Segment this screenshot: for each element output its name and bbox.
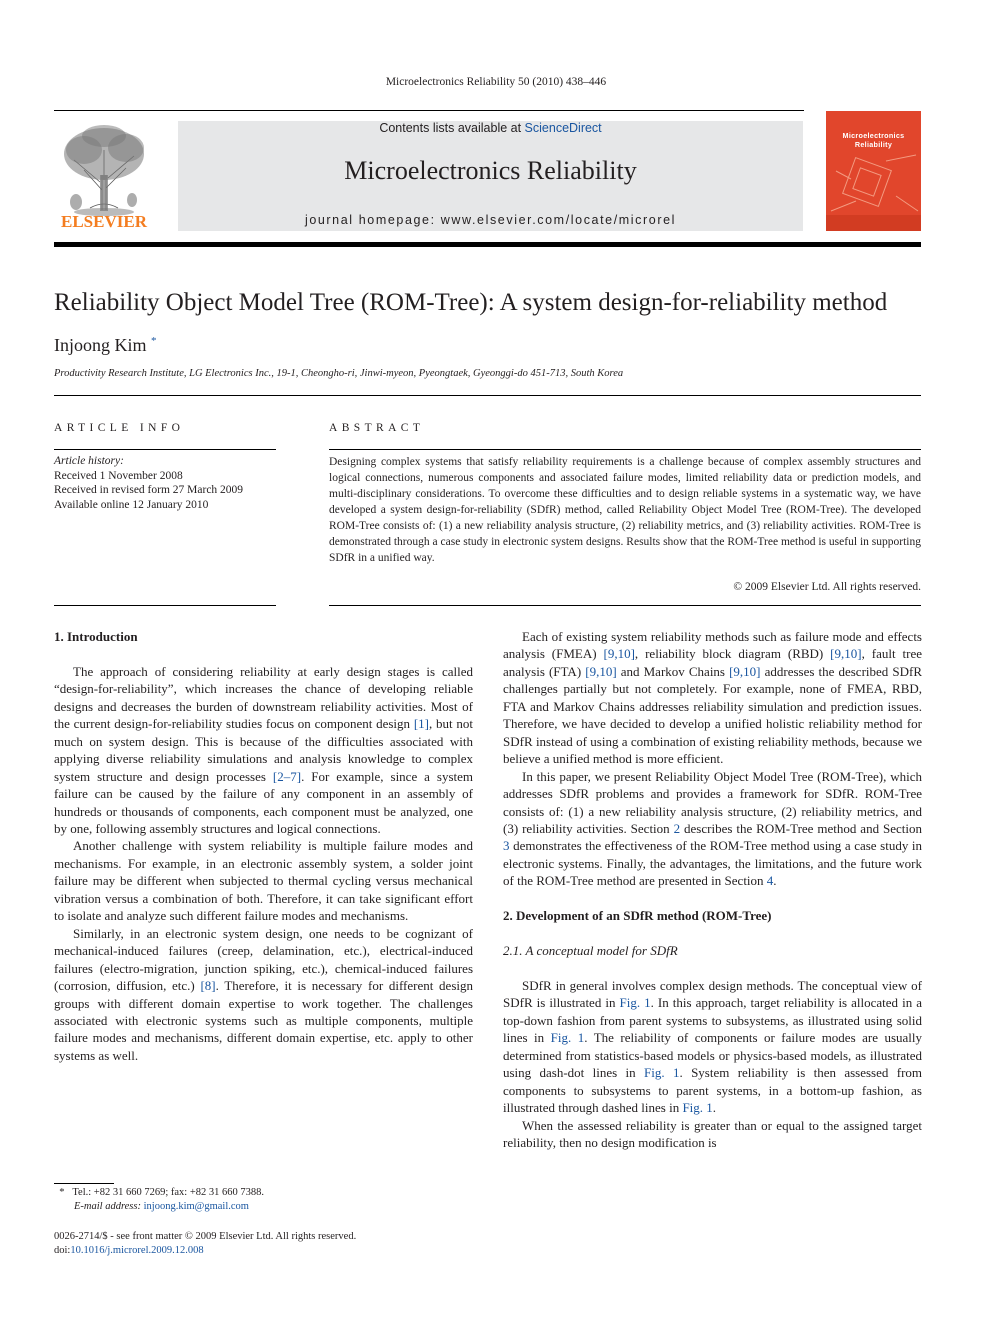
- title-rule: [54, 395, 921, 396]
- front-matter: [54, 1230, 356, 1258]
- reference-link[interactable]: [9,10]: [585, 663, 617, 679]
- issn-line: 0026-2714/$ - see front matter © 2009 Elsevier Ltd. All rights reserved.: [54, 1231, 357, 1242]
- doi-link[interactable]: 10.1016/j.microrel.2009.12.008: [70, 1245, 204, 1256]
- abstract-heading: ABSTRACT: [329, 422, 425, 434]
- article-history: [54, 454, 243, 512]
- paragraph: Each of existing system reliability methods such as failure mode and effects analysis (FMEA) [9,10], reliability block diagram (RBD) [9,10], fault tree analysis (FTA) [9,10] and Markov Chains [9,10] addresses the described SDfR challenges partially but not completely. For example, none of FMEA, RBD, FTA and Markov Chains addresses reliability simulation and prediction issues. Therefore, we have decided to develop a unified holistic reliability method for SDfR instead of using a combination of existing reliability methods, because we believe a unified method is more efficient.: [503, 629, 922, 767]
- reference-link[interactable]: [1]: [413, 716, 429, 732]
- figure-link[interactable]: Fig. 1: [682, 1100, 713, 1116]
- section-link[interactable]: 2: [673, 820, 681, 836]
- author-footnote: [54, 1186, 264, 1214]
- header-rule: [54, 110, 804, 111]
- revised-date: Received in revised form 27 March 2009: [54, 484, 244, 496]
- cover-title: Microelectronics Reliability: [842, 131, 905, 149]
- abstract-bottom-rule: [329, 605, 921, 606]
- author-affiliation: Productivity Research Institute, LG Electronics Inc., 19-1, Cheongho-ri, Jinwi-myeon, Pyeongtaek, Gyeonggi-do 451-713, South Korea: [54, 368, 624, 379]
- figure-link[interactable]: Fig. 1: [550, 1030, 585, 1046]
- article-info-bottom-rule: [54, 605, 276, 606]
- author-name: Injoong Kim *: [54, 335, 157, 355]
- author-footnote-mark[interactable]: *: [151, 335, 157, 347]
- body-left-column: [54, 628, 473, 1064]
- contact-details: Tel.: +82 31 660 7269; fax: +82 31 660 7388.: [72, 1187, 265, 1198]
- reference-link[interactable]: [9,10]: [729, 663, 761, 679]
- section-link[interactable]: 4: [766, 873, 774, 889]
- history-label: Article history:: [54, 455, 124, 467]
- journal-name: Microelectronics Reliability: [344, 156, 637, 185]
- online-date: Available online 12 January 2010: [54, 498, 209, 511]
- paragraph: SDfR in general involves complex design methods. The conceptual view of SDfR is illustrated in Fig. 1. In this approach, target reliability is allocated in a top-down fashion from parent systems to subsystems, as illustrated using solid lines in Fig. 1. The reliability of components or failure modes are usually determined from statistics-based models or physics-based models, as illustrated using dash-dot lines in Fig. 1. System reliability is then assessed from components to subsystems to parent systems, in a bottom-up fashion, as illustrated through dashed lines in Fig. 1.: [503, 978, 923, 1116]
- article-info-rule: [54, 449, 276, 450]
- paragraph: Similarly, in an electronic system design, one needs to be cognizant of mechanical-induced failures (creep, delamination, etc.), electrical-induced failures (electro-migration, junction spiking, etc.), chemical-induced failures (corrosion, diffusion, etc.) [8]. Therefore, it is necessary for different design groups with different domain expertise to work together. The challenges associated with electronic systems such as multiple components, multiple failure modes and mechanisms, different domain expertise, etc. apply to other systems as well.: [54, 925, 473, 1063]
- paragraph: The approach of considering reliability at early design stages is called “design-for-reliability”, which increases the chance of developing reliable designs and decreases the burden of downstream reliability activities. Most of the current design-for-reliability studies focus on component design [1], but not much on system design. This is because of the difficulties associated with applying diverse reliability simulations and analysis knowledge to complex system structure and design processes [2–7]. For example, since a system failure can be caused by the failure of any component in an assembly of hundreds or thousands of components, each component must be analyzed, one by one, following assembly structures and logical connections.: [54, 663, 474, 836]
- contents-line: [178, 121, 803, 135]
- article-title: Reliability Object Model Tree (ROM-Tree): A system design-for-reliability method: [54, 289, 888, 316]
- sciencedirect-link[interactable]: ScienceDirect: [524, 121, 602, 135]
- journal-citation: Microelectronics Reliability 50 (2010) 438–446: [385, 76, 607, 88]
- paragraph: When the assessed reliability is greater than or equal to the assigned target reliability, then no design modification is: [503, 1117, 922, 1151]
- section-1-heading: 1. Introduction: [54, 629, 138, 644]
- paragraph: In this paper, we present Reliability Object Model Tree (ROM-Tree), which addresses SDfR problems and provides a framework for SDfR. ROM-Tree consists of: (1) a new reliability analysis structure, (2) reliability metrics, and (3) reliability activities. Section 2 describes the ROM-Tree method and Section 3 demonstrates the effectiveness of the ROM-Tree method using a case study in electronic systems. Finally, the advantages, the limitations, and the future work of the ROM-Tree method are presented in Section 4.: [503, 768, 923, 889]
- figure-link[interactable]: Fig. 1: [644, 1065, 680, 1081]
- reference-link[interactable]: [2–7]: [272, 768, 302, 784]
- footnote-rule: [54, 1183, 114, 1184]
- article-info-heading: ARTICLE INFO: [54, 422, 185, 434]
- email-link[interactable]: injoong.kim@gmail.com: [143, 1201, 249, 1212]
- reference-link[interactable]: [8]: [200, 978, 216, 994]
- reference-link[interactable]: [9,10]: [830, 646, 862, 662]
- section-link[interactable]: 3: [503, 838, 510, 854]
- paragraph: Another challenge with system reliability is multiple failure modes and mechanisms. For example, in an electronic assembly system, a solder joint failure may be different when subjected to thermal cycling versus mechanical vibration versus a combination of both. Therefore, it can take significant effort to isolate and analyze such different failure modes and mechanisms.: [54, 838, 473, 924]
- elsevier-wordmark: ELSEVIER: [61, 212, 147, 231]
- email-label: E-mail address:: [74, 1201, 141, 1212]
- footnote-mark: *: [59, 1187, 65, 1198]
- received-date: Received 1 November 2008: [54, 469, 183, 482]
- abstract-copyright: © 2009 Elsevier Ltd. All rights reserved.: [733, 581, 921, 593]
- figure-link[interactable]: Fig. 1: [619, 995, 651, 1011]
- body-right-column: [503, 628, 922, 1152]
- section-2-heading: 2. Development of an SDfR method (ROM-Tree): [503, 908, 772, 924]
- reference-link[interactable]: [9,10]: [603, 646, 635, 662]
- abstract-text: Designing complex systems that satisfy reliability requirements is a challenge because of complex assembly structures and logical connections, numerous components and associated failure modes, limited reliability data or prediction models, and multi-disciplinary considerations. To overcome these difficulties and to design reliable systems in a systematic way, we have developed a system design-for-reliability (SDfR) method, called Reliability Object Model Tree (ROM-Tree). The developed ROM-Tree consists of: (1) a new reliability analysis structure, (2) reliability metrics, and (3) reliability activities. ROM-Tree is demonstrated through a case study in electronic system designs. Results show that the ROM-Tree method is useful in supporting SDfR in a unified way.: [329, 456, 921, 564]
- doi-prefix: doi:: [54, 1245, 71, 1256]
- journal-cover-thumbnail: [826, 111, 921, 231]
- header-thick-rule: [54, 242, 921, 247]
- cover-circuit-icon: [826, 151, 921, 231]
- journal-homepage-link[interactable]: journal homepage: www.elsevier.com/locate/microrel: [304, 213, 677, 227]
- section-2-1-heading: 2.1. A conceptual model for SDfR: [503, 943, 678, 959]
- abstract-rule: [329, 449, 921, 450]
- contents-prefix: Contents lists available at: [379, 121, 525, 135]
